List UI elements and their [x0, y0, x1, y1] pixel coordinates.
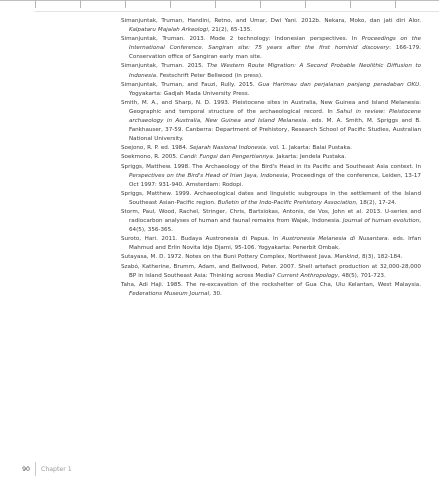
- reference-entry: Smith, M. A., and Sharp, N. D. 1993. Pleistocene sites in Australia, New Guinea and Island Melanesia: Geographic and temporal structure of the archaeological record. In Sahul in review: Pleistocene archaeology in Australia, New Guinea and Island Melanesia. eds. M. A. Smith, M. Spriggs and B. Fankhauser, 37-59. Canberra: Department of Prehistory, Research School of Pacific Studies, Australian National University.: [121, 99, 422, 143]
- crop-mark: [125, 0, 126, 8]
- reference-entry: Simanjuntak, Truman. 2015. The Western Route Migration: A Second Probable Neolithic Diffusion to Indonesia. Festschrift Peter Bellwood (in press).: [121, 63, 421, 79]
- crop-mark: [305, 0, 306, 8]
- reference-entry: Storm, Paul, Wood, Rachel, Stringer, Chris, Bartsiokas, Antonis, de Vos, John et al. 2013. U-series and radiocarbon analyses of human and faunal remains from Wajak, Indonesia. Journal of human evolution, 64(5), 356-365.: [121, 208, 421, 234]
- reference-entry: Taha, Adi Haji. 1985. The re-excavation of the rockshelter of Gua Cha, Ulu Kelantan, West Malaysia. Federations Museum Journal, 30.: [121, 281, 421, 297]
- reference-entry: Simanjuntak, Truman, and Fauzi, Rully. 2015. Gua Harimau dan perjalanan panjang peradaban OKU. Yogyakarta: Gadjah Mada University Press.: [121, 81, 421, 97]
- reference-entry: Suroto, Hari. 2011. Budaya Austronesia di Papua. In Austronesia Melanesia di Nusantara. eds. Irfan Mahmud and Erlin Novita Idje Djami, 95-106. Yogyakarta: Penerbit Ombak.: [121, 236, 422, 252]
- crop-mark: [350, 0, 351, 8]
- reference-list: [121, 17, 421, 299]
- page-footer: [8, 462, 72, 476]
- reference-entry: Sutayasa, M. D. 1972. Notes on the Buni Pottery Complex, Northwest Java. Mankind, 8(3), 182-184.: [121, 254, 403, 261]
- page-number: 90: [22, 465, 30, 473]
- crop-mark: [260, 0, 261, 8]
- reference-entry: Soekmono, R. 2005. Candi: Fungsi dan Pengertiannya. Jakarta: Jendela Pustaka.: [121, 154, 347, 161]
- crop-mark: [35, 0, 36, 8]
- crop-mark: [170, 0, 171, 8]
- reference-entry: Soejono, R. P. ed. 1984. Sejarah Nasional Indonesia. vol. 1. Jakarta: Balai Pustaka.: [121, 145, 352, 152]
- page-top-rule: [0, 0, 439, 1]
- chapter-label: Chapter 1: [41, 465, 72, 473]
- page-cut-line: [35, 11, 439, 12]
- reference-entry: Simanjuntak, Truman. 2013. Mode 2 technology: Indonesian perspectives. In Proceedings on the International Conference. Sangiran site: 75 years after the first hominid discovery: 166-179. Conservation office of Sangiran early man site.: [121, 36, 421, 61]
- reference-entry: Spriggs, Matthew. 1998. The Archaeology of the Bird's Head in its Pacific and Southeast Asia context. In Perspectives on the Bird's Head of Irian Jaya, Indonesia, Proceedings of the conference, Leiden, 13-17 Oct 1997: 931-940. Amsterdam: Rodopi.: [121, 163, 421, 188]
- reference-entry: Simanjuntak, Truman, Handini, Retno, and Umar, Dwi Yani. 2012b. Nekara, Moko, dan jati diri Alor. Kalpataru Majalah Arkeologi, 21(2), 65-135.: [121, 18, 421, 34]
- crop-mark: [395, 0, 396, 8]
- reference-entry: Szabó, Katherine, Brumm, Adam, and Bellwood, Peter. 2007. Shell artefact production at 32,000-28,000 BP in island Southeast Asia: Thinking across Media? Current Anthropology, 48(5), 701-723.: [121, 263, 421, 279]
- crop-mark: [80, 0, 81, 8]
- reference-entry: Spriggs, Matthew. 1999. Archaeological dates and linguistic subgroups in the settlement of the Island Southeast Asian-Pacific region. Bulletin of the Indo-Pacific Prehistory Association, 18(2), 17-24.: [121, 190, 421, 206]
- crop-mark: [215, 0, 216, 8]
- footer-divider: [35, 462, 36, 476]
